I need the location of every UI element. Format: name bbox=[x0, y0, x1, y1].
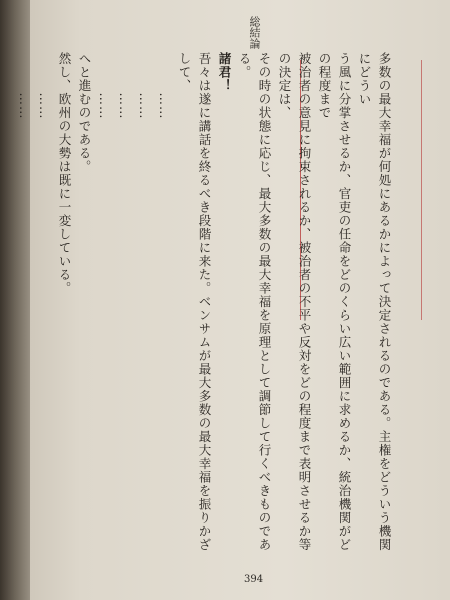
text-line: 被治者の意見に拘束されるか、被治者の不平や反対をどの程度まで表明させるか等の決定は、 bbox=[277, 52, 312, 552]
text-line: その時の状態に応じ、最大多数の最大幸福を原理として調節して行くべきものである。 bbox=[237, 52, 272, 552]
text-line: …… bbox=[37, 52, 52, 120]
text-line: 多数の最大幸福が何処にあるかによって決定されるのである。主権をどういう機関にどうい bbox=[357, 52, 392, 552]
text-line: …… bbox=[97, 52, 112, 120]
body-text bbox=[17, 52, 394, 562]
section-heading: 諸君！ bbox=[217, 52, 232, 93]
text-line: …… bbox=[137, 52, 152, 120]
text-line: 然し、欧州の大勢は既に一変している。 bbox=[57, 52, 72, 295]
text-line: …… bbox=[117, 52, 132, 120]
page-number: 394 bbox=[244, 574, 264, 585]
text-line: う風に分掌させるか、官吏の任命をどのくらい広い範囲に求めるか、統治機関がどの程度まで bbox=[317, 52, 352, 552]
text-line: へと進むのである。 bbox=[77, 52, 92, 174]
book-page bbox=[17, 0, 450, 600]
text-line: …… bbox=[157, 52, 172, 120]
text-line: 吾々は遂に講話を終るべき段階に来た。ベンサムが最大多数の最大幸福を振りかざして、 bbox=[177, 52, 212, 552]
running-header: 総結論 bbox=[248, 16, 261, 49]
text-line: …… bbox=[17, 52, 32, 120]
